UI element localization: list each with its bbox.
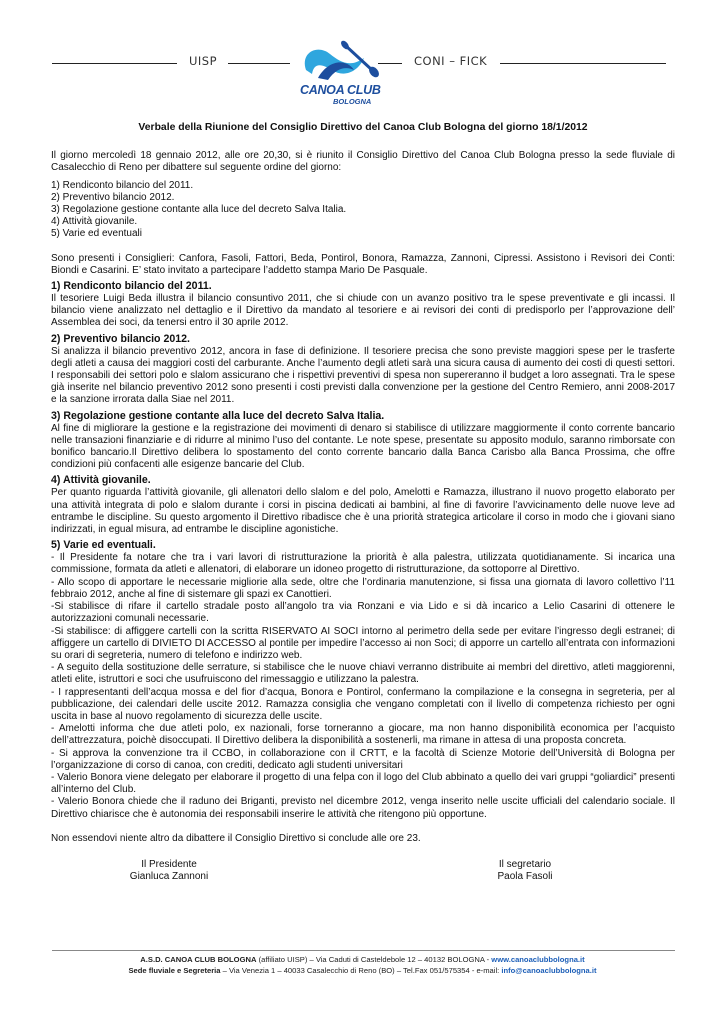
uisp-label: UISP — [189, 54, 218, 68]
agenda-item: 2) Preventivo bilancio 2012. — [51, 191, 175, 203]
section-paragraph: - Amelotti informa che due atleti polo, ex nazionali, forse torneranno a giocare, ma non hanno disponibilità economica per l’acquisto dell’attrezzatura, poichè disoccupati. Il Direttivo delibera la disponibilità a sostenerli, ma rimane in attesa di una proposta concreta. — [51, 723, 675, 747]
section-paragraph: Il tesoriere Luigi Beda illustra il bilancio consuntivo 2011, che si chiude con un avanzo positivo tra le spese preventivate e gli incassi. Il bilancio viene analizzato nel dettaglio e il Direttivo da mandato al tesoriere e ai revisori dei conti di predisporlo per l’approvazione dell’ Assemblea dei soci, da tenersi entro il 30 aprile 2012. — [51, 293, 675, 329]
agenda-item: 3) Regolazione gestione contante alla luce del decreto Salva Italia. — [51, 204, 347, 216]
footer-line-2 — [0, 966, 725, 976]
header-rule-left — [52, 63, 177, 64]
attendance-paragraph: Sono presenti i Consiglieri: Canfora, Fasoli, Fattori, Beda, Pontirol, Bonora, Ramazza, Zannoni, Cipressi. Assistono i Revisori dei Conti: Biondi e Casarini. E’ stato invitato a partecipare l’addetto stampa Mario De Pasquale. — [51, 252, 675, 276]
header-rule-mid-left — [228, 63, 290, 64]
agenda-list — [51, 180, 675, 241]
secretary-role: Il segretario — [498, 858, 552, 870]
footer-org: A.S.D. CANOA CLUB BOLOGNA — [140, 955, 257, 964]
website-link[interactable]: www.canoaclubbologna.it — [491, 955, 585, 964]
secretary-name: Paola Fasoli — [497, 871, 553, 883]
section-paragraph: - Il Presidente fa notare che tra i vari lavori di ristrutturazione la priorità è alla palestra, utilizzata quotidianamente. Si incarica una commissione, formata da atleti e allenatori, di elaborare un idoneo progetto di ristrutturazione, da sottoporre al Direttivo. — [51, 552, 675, 576]
section-paragraph: Per quanto riguarda l’attività giovanile, gli allenatori dello slalom e del polo, Amelotti e Ramazza, illustrano il nuovo progetto elaborato per una attività integrata di polo e slalom durante i corsi in piscina dedicati ai bambini, al fine di favorire l’avvicinamento delle nuove leve ad entrambe le discipline. Su questo argomento il Direttivo ribadisce che è una priorità strategica articolare il corso in modo che i giovani siano indirizzati, in egual misura, ad entrambe le discipline agonistiche. — [51, 487, 675, 536]
section-paragraph: Al fine di migliorare la gestione e la registrazione dei movimenti di denaro si stabilisce di utilizzare maggiormente il conto corrente bancario nelle transazioni finanziarie e di ridurre al minimo l’uso del contante. Le note spese, presentate su apposito modulo, saranno rimborsate con bonifico bancario.Il Direttivo delibera lo spostamento del conto corrente bancario dalla Banca Carisbo alla Banca Prossima, che offre condizioni più confacenti alle esigenze bancarie del Club. — [51, 422, 675, 471]
agenda-item: 1) Rendiconto bilancio del 2011. — [51, 179, 194, 191]
section-paragraph: - Si approva la convenzione tra il CCBO, in collaborazione con il CRTT, e la facoltà di Scienze Motorie dell’Università di Bologna per l’organizzazione di corso di canoa, con crediti, dedicato agli studenti universitari — [51, 747, 675, 771]
president-role: Il Presidente — [141, 858, 197, 870]
section-paragraph: - I rappresentanti dell’acqua mossa e del fior d’acqua, Bonora e Pontirol, confermano la compilazione e la consegna in segreteria, per al pubblicazione, dei calendari delle uscite 2012. Ramazza consiglia che vengano completati con il livello di competenza richiesto per ogni uscita in base al nuovo regolamento di sicurezza delle uscite. — [51, 686, 675, 722]
section-paragraph: - A seguito della sostituzione delle serrature, si stabilisce che le nuove chiavi verranno distribuite ai membri del direttivo, atleti maggiorenni, atleti elite, istruttori e soci che usufruiscono del rimessaggio e utilizzano la palestra. — [51, 662, 675, 686]
section-paragraph: Si analizza il bilancio preventivo 2012, ancora in fase di definizione. Il tesoriere precisa che sono previste maggiori spese per le trasferte degli atleti a causa dei maggiori costi del carburante. Anche l’aumento degli atleti sarà una sicura causa di aumento dei costi di questi settori. I responsabili dei settori polo e slalom assicurano che i rispettivi preventivi di spesa non supereranno il budget a loro assegnati. Tra le spese già inserite nel bilancio preventivo 2012 sono presenti i costi previsti dalla convenzione per la gestione del Centro Remiero, anni 2008-2017 e la sanzione irrorata dalla Siae nel 2011. — [51, 345, 675, 406]
section-paragraph: - Valerio Bonora viene delegato per elaborare il progetto di una felpa con il logo del Club abbinato a quello dei vari gruppi “goliardici” presenti all’interno del Club. — [51, 771, 675, 796]
footer-sede-label: Sede fluviale e Segreteria — [128, 966, 221, 975]
section-paragraph: -Si stabilisce: di affiggere cartelli con la scritta RISERVATO AI SOCI intorno al perimetro della sede per evitare l’ingresso degli estranei; di affiggere un cartello di DIVIETO DI ACCESSO al pontile per impedire l’accesso ai non Soci; di apporre un cartello all’entrata con informazioni su orari di segreteria, numero di telefono e indirizzo web. — [51, 625, 675, 661]
header-rule-right — [500, 63, 666, 64]
email-link[interactable]: info@canoaclubbologna.it — [501, 966, 597, 975]
section-heading: 3) Regolazione gestione contante alla luce del decreto Salva Italia. — [51, 409, 385, 422]
signature-block — [51, 859, 675, 889]
section-heading: 2) Preventivo bilancio 2012. — [51, 332, 190, 345]
footer-address: (affiliato UISP) – Via Caduti di Casteldebole 12 – 40132 BOLOGNA - — [256, 955, 492, 964]
agenda-item: 4) Attività giovanile. — [51, 216, 138, 228]
intro-paragraph: Il giorno mercoledì 18 gennaio 2012, alle ore 20,30, si è riunito il Consiglio Direttivo del Canoa Club Bologna presso la sede fluviale di Casalecchio di Reno per dibattere sul seguente ordine del giorno: — [51, 150, 675, 174]
section-paragraph: - Valerio Bonora chiede che il raduno dei Briganti, previsto nel dicembre 2012, venga inserito nelle uscite ufficiali del calendario sociale. Il Direttivo chiarisce che è autonomia dei responsabili inserire le attività che ritengono più opportune. — [51, 796, 675, 820]
document-title: Verbale della Riunione del Consiglio Direttivo del Canoa Club Bologna del giorno 18/1/2012 — [138, 122, 588, 133]
section-heading: 1) Rendiconto bilancio del 2011. — [51, 280, 212, 293]
letterhead — [0, 40, 725, 120]
footer-rule — [52, 950, 675, 951]
section-heading: 4) Attività giovanile. — [51, 474, 151, 487]
secretary-signature — [475, 859, 575, 883]
minutes-body — [51, 122, 675, 889]
agenda-item: 5) Varie ed eventuali — [51, 228, 142, 240]
section-heading: 5) Varie ed eventuali. — [51, 539, 156, 552]
closing-paragraph: Non essendovi niente altro da dibattere il Consiglio Direttivo si conclude alle ore 23. — [51, 832, 421, 844]
section-paragraph: - Allo scopo di apportare le necessarie migliorie alla sede, oltre che l’ordinaria manutenzione, si fissa una giornata di lavoro collettivo l’11 febbraio 2012, anche al fine di sistemare gli spazi ex Canottieri. — [51, 576, 675, 600]
logo-text: CANOA CLUB — [300, 83, 381, 97]
footer-line-1 — [0, 955, 725, 965]
coni-fick-label: CONI – FICK — [414, 54, 488, 68]
logo-subtext: BOLOGNA — [333, 97, 372, 106]
section-paragraph: -Si stabilisce di rifare il cartello stradale posto all’angolo tra via Ronzani e via Lido e si dà incarico a Lelio Casarini di ottenere le autorizzazioni comunali necessarie. — [51, 601, 675, 625]
footer-sede-address: – Via Venezia 1 – 40033 Casalecchio di Reno (BO) – Tel.Fax 051/575354 - e-mail: — [220, 966, 502, 975]
president-name: Gianluca Zannoni — [129, 871, 209, 883]
president-signature — [109, 859, 229, 883]
